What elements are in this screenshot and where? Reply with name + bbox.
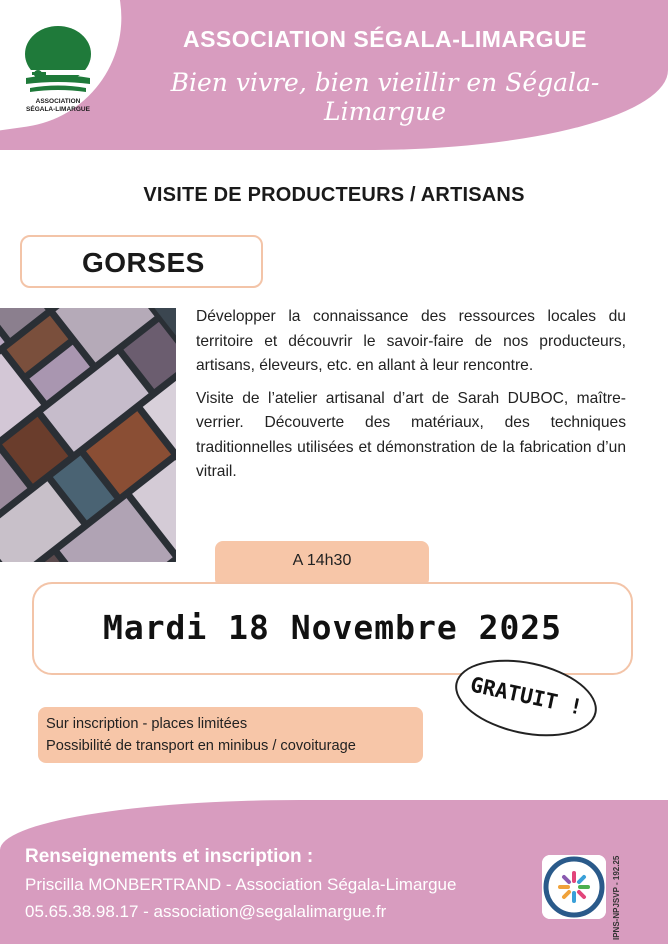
- free-stamp-text: GRATUIT !: [468, 672, 585, 720]
- footer-heading: Renseignements et inscription :: [25, 846, 314, 867]
- event-description: [196, 305, 626, 493]
- footer-phone-email[interactable]: 05.65.38.98.17 - association@segalalimargue.fr: [25, 902, 387, 921]
- place-box: [20, 235, 263, 288]
- ipns-code: IPNS-NPJSVP - 192.25: [612, 855, 621, 940]
- association-name: ASSOCIATION SÉGALA-LIMARGUE: [182, 26, 588, 52]
- date-box: [32, 582, 633, 675]
- logo-caption-line1: ASSOCIATION: [35, 98, 81, 105]
- logo-caption: [18, 98, 98, 114]
- footer-contact: Priscilla MONBERTRAND - Association Ségala-Limargue: [25, 875, 457, 894]
- event-type-title: VISITE DE PRODUCTEURS / ARTISANS: [143, 184, 525, 206]
- description-paragraph-1: Développer la connaissance des ressources locales du territoire et découvrir le savoir-faire de nos producteurs, artisans, éleveurs, etc. en allant à leur rencontre.: [196, 308, 626, 374]
- time-badge: A 14h30: [215, 541, 429, 587]
- registration-info-box: [38, 707, 423, 763]
- tagline: Bien vivre, bien vieillir en Ségala-Limargue: [170, 68, 600, 126]
- conference-financeurs-badge-icon: [542, 855, 606, 919]
- event-date: Mardi 18 Novembre 2025: [102, 608, 563, 647]
- description-paragraph-2: Visite de l’atelier artisanal d’art de Sarah DUBOC, maître-verrier. Découverte des matériaux, des techniques traditionnelles utilisées et démonstration de la fabrication d’un vitrail.: [196, 389, 626, 480]
- logo-caption-line2: SÉGALA-LIMARGUE: [26, 106, 90, 113]
- info-line-transport: Possibilité de transport en minibus / covoiturage: [46, 738, 356, 754]
- stained-glass-image: [0, 308, 176, 562]
- place-name: GORSES: [82, 247, 205, 278]
- info-line-registration: Sur inscription - places limitées: [46, 716, 248, 732]
